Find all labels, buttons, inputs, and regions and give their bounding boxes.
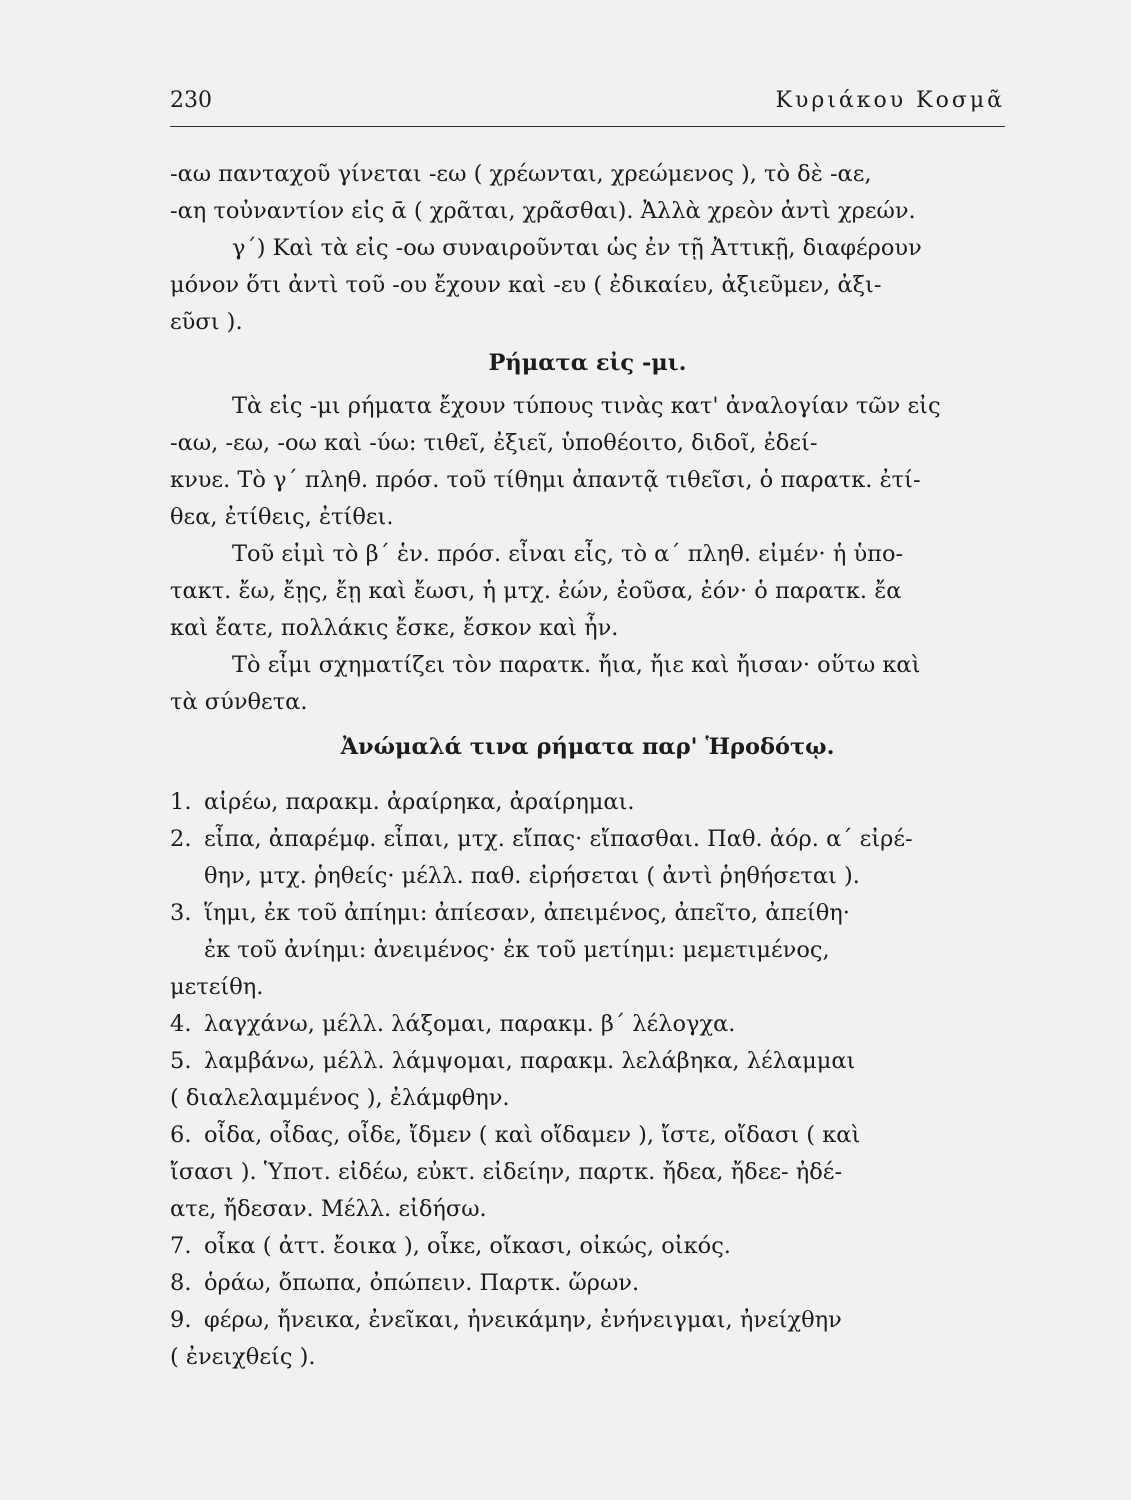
list-item: [170, 784, 1005, 821]
paragraph: [170, 230, 1005, 341]
text-line: λαμβάνω, μέλλ. λάμψομαι, παρακμ. λελάβηκα, λέλαμμαι: [204, 1048, 856, 1074]
list-number: 4.: [170, 1011, 192, 1037]
text-line: λαγχάνω, μέλλ. λάξομαι, παρακμ. β΄ λέλογχα.: [204, 1011, 736, 1037]
text-line: μόνον ὅτι ἀντὶ τοῦ -ου ἔχουν καὶ -ευ ( ἐδικαίευ, ἀξιεῦμεν, ἀξι-: [170, 272, 882, 298]
text-line: -αω πανταχοῦ γίνεται -εω ( χρέωνται, χρεώμενος ), τὸ δὲ -αε,: [170, 161, 872, 187]
paragraph: [170, 388, 1005, 536]
text-line: ( ἐνειχθείς ).: [170, 1344, 316, 1370]
list-number: 1.: [170, 789, 192, 815]
list-number: 5.: [170, 1048, 192, 1074]
verb-list: [170, 784, 1005, 1376]
text-line: ἴσασι ). Ὑποτ. εἰδέω, εὐκτ. εἰδείην, παρτκ. ἤδεα, ἤδεε- ἠδέ-: [170, 1159, 843, 1185]
text-line: ἵημι, ἐκ τοῦ ἀπίημι: ἀπίεσαν, ἀπειμένος, ἀπεῖτο, ἀπείθη·: [204, 900, 850, 926]
list-item: [170, 1302, 1005, 1376]
text-line: Τοῦ εἰμὶ τὸ β΄ ἑν. πρόσ. εἶναι εἶς, τὸ α΄ πληθ. εἰμέν· ἡ ὑπο-: [232, 541, 904, 567]
text-line: εῦσι ).: [170, 309, 243, 335]
section-heading: Ρήματα εἰς -μι.: [488, 350, 687, 376]
list-number: 2.: [170, 826, 192, 852]
text-line: οἶδα, οἶδας, οἶδε, ἴδμεν ( καὶ οἴδαμεν ), ἴστε, οἴδασι ( καὶ: [204, 1122, 861, 1148]
text-line: κνυε. Τὸ γ΄ πληθ. πρόσ. τοῦ τίθημι ἀπαντᾷ τιθεῖσι, ὁ παρατκ. ἐτί-: [170, 467, 921, 493]
text-line: μετείθη.: [170, 974, 264, 1000]
running-head: Κυριάκου Κοσμᾶ: [775, 88, 1005, 113]
text-line: -αω, -εω, -οω καὶ -ύω: τιθεῖ, ἐξιεῖ, ὑποθέοιτο, διδοῖ, ἐδεί-: [170, 430, 818, 456]
text-line: αἱρέω, παρακμ. ἀραίρηκα, ἀραίρημαι.: [204, 789, 635, 815]
page-header: [170, 88, 1005, 124]
list-number: 3.: [170, 900, 192, 926]
text-line: καὶ ἔατε, πολλάκις ἔσκε, ἔσκον καὶ ἦν.: [170, 615, 619, 641]
list-number: 9.: [170, 1307, 192, 1333]
list-number: 6.: [170, 1122, 192, 1148]
text-line: οἶκα ( ἀττ. ἔοικα ), οἶκε, οἴκασι, οἰκώς, οἰκός.: [204, 1233, 731, 1259]
page-number: 230: [170, 88, 212, 113]
list-item: [170, 821, 1005, 895]
text-line: Τὰ εἰς -μι ρήματα ἔχουν τύπους τινὰς κατ' ἀναλογίαν τῶν εἰς: [232, 393, 941, 419]
list-item: [170, 1117, 1005, 1228]
text-line: ἐκ τοῦ ἀνίημι: ἀνειμένος· ἐκ τοῦ μετίημι: μεμετιμένος,: [204, 937, 830, 963]
list-item: [170, 1043, 1005, 1117]
list-item: [170, 895, 1005, 1006]
text-line: φέρω, ἤνεικα, ἐνεῖκαι, ἠνεικάμην, ἐνήνειγμαι, ἠνείχθην: [204, 1307, 842, 1333]
list-item: [170, 1265, 1005, 1302]
text-line: Τὸ εἶμι σχηματίζει τὸν παρατκ. ἤια, ἤιε καὶ ἤισαν· οὕτω καὶ: [232, 652, 921, 678]
section-heading: Ἀνώμαλά τινα ρήματα παρ' Ἡροδότῳ.: [340, 734, 835, 760]
text-line: ( διαλελαμμένος ), ἐλάμφθην.: [170, 1085, 510, 1111]
text-line: γ΄) Καὶ τὰ εἰς -οω συναιροῦνται ὡς ἐν τῇ Ἀττικῇ, διαφέρουν: [232, 235, 922, 261]
text-line: ατε, ἤδεσαν. Μέλλ. εἰδήσω.: [170, 1196, 487, 1222]
text-line: θεα, ἐτίθεις, ἐτίθει.: [170, 504, 394, 530]
text-line: τὰ σύνθετα.: [170, 689, 308, 715]
text-line: τακτ. ἔω, ἔῃς, ἔῃ καὶ ἔωσι, ἡ μτχ. ἐών, ἐοῦσα, ἐόν· ὁ παρατκ. ἔα: [170, 578, 902, 604]
text-line: εἶπα, ἀπαρέμφ. εἶπαι, μτχ. εἴπας· εἴπασθαι. Παθ. ἀόρ. α΄ εἰρέ-: [204, 826, 913, 852]
paragraph: [170, 647, 1005, 721]
list-number: 7.: [170, 1233, 192, 1259]
text-line: θην, μτχ. ῥηθείς· μέλλ. παθ. εἰρήσεται ( ἀντὶ ῥηθήσεται ).: [204, 863, 860, 889]
text-line: ὁράω, ὄπωπα, ὀπώπειν. Παρτκ. ὥρων.: [204, 1270, 640, 1296]
main-text: [170, 156, 1005, 1376]
list-number: 8.: [170, 1270, 192, 1296]
paragraph: [170, 536, 1005, 647]
list-item: [170, 1006, 1005, 1043]
list-item: [170, 1228, 1005, 1265]
header-rule: [170, 126, 1005, 127]
paragraph: [170, 156, 1005, 230]
text-line: -αη τοὐναντίον εἰς ᾱ ( χρᾶται, χρᾶσθαι). Ἀλλὰ χρεὸν ἀντὶ χρεών.: [170, 198, 916, 224]
